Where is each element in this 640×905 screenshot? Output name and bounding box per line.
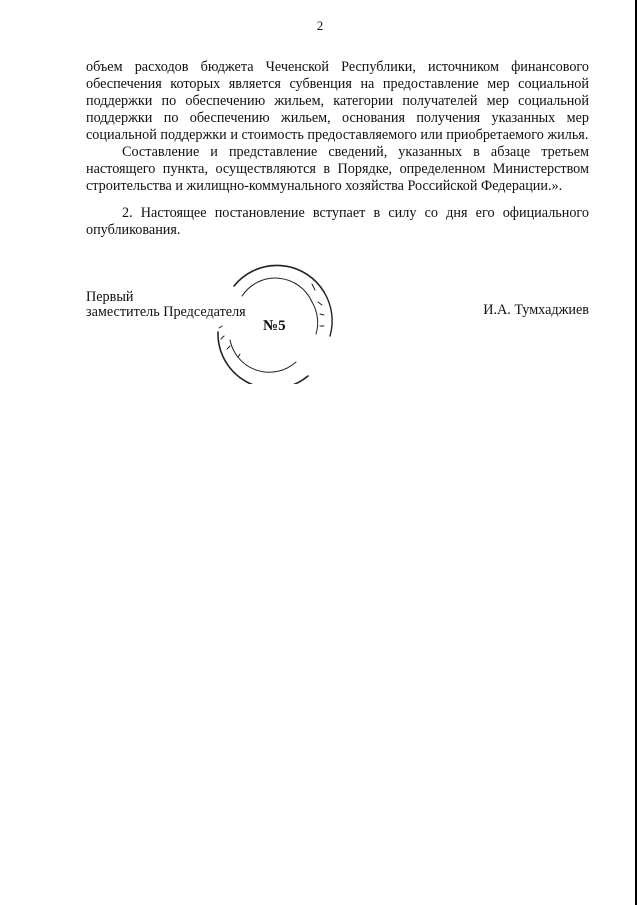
page-number: 2 (316, 18, 324, 33)
document-body (86, 59, 589, 239)
signatory-title (86, 290, 246, 320)
signatory-title-line-2: заместитель Председателя (86, 304, 246, 320)
signatory-name: И.А. Тумхаджиев (483, 302, 589, 318)
paragraph-2: Составление и представление сведений, указанных в абзаце третьем настоящего пункта, осуществляются в Порядке, определенном Министерством строительства и жилищно-коммунального хозяйства Российской Федерации.». (86, 144, 589, 194)
page-edge (635, 0, 637, 905)
signatory-title-line-1: Первый (86, 289, 134, 305)
stamp-number: №5 (263, 318, 286, 334)
paragraph-3: 2. Настоящее постановление вступает в силу со дня его официального опубликования. (86, 205, 589, 238)
paragraph-1: объем расходов бюджета Чеченской Республики, источником финансового обеспечения которых является субвенция на предоставление мер социальной поддержки по обеспечению жильем, категории получателей мер социальной поддержки по обеспечению жильем, основания получения указанных мер социальной поддержки и стоимость предоставляемого или приобретаемого жилья. (86, 59, 589, 143)
